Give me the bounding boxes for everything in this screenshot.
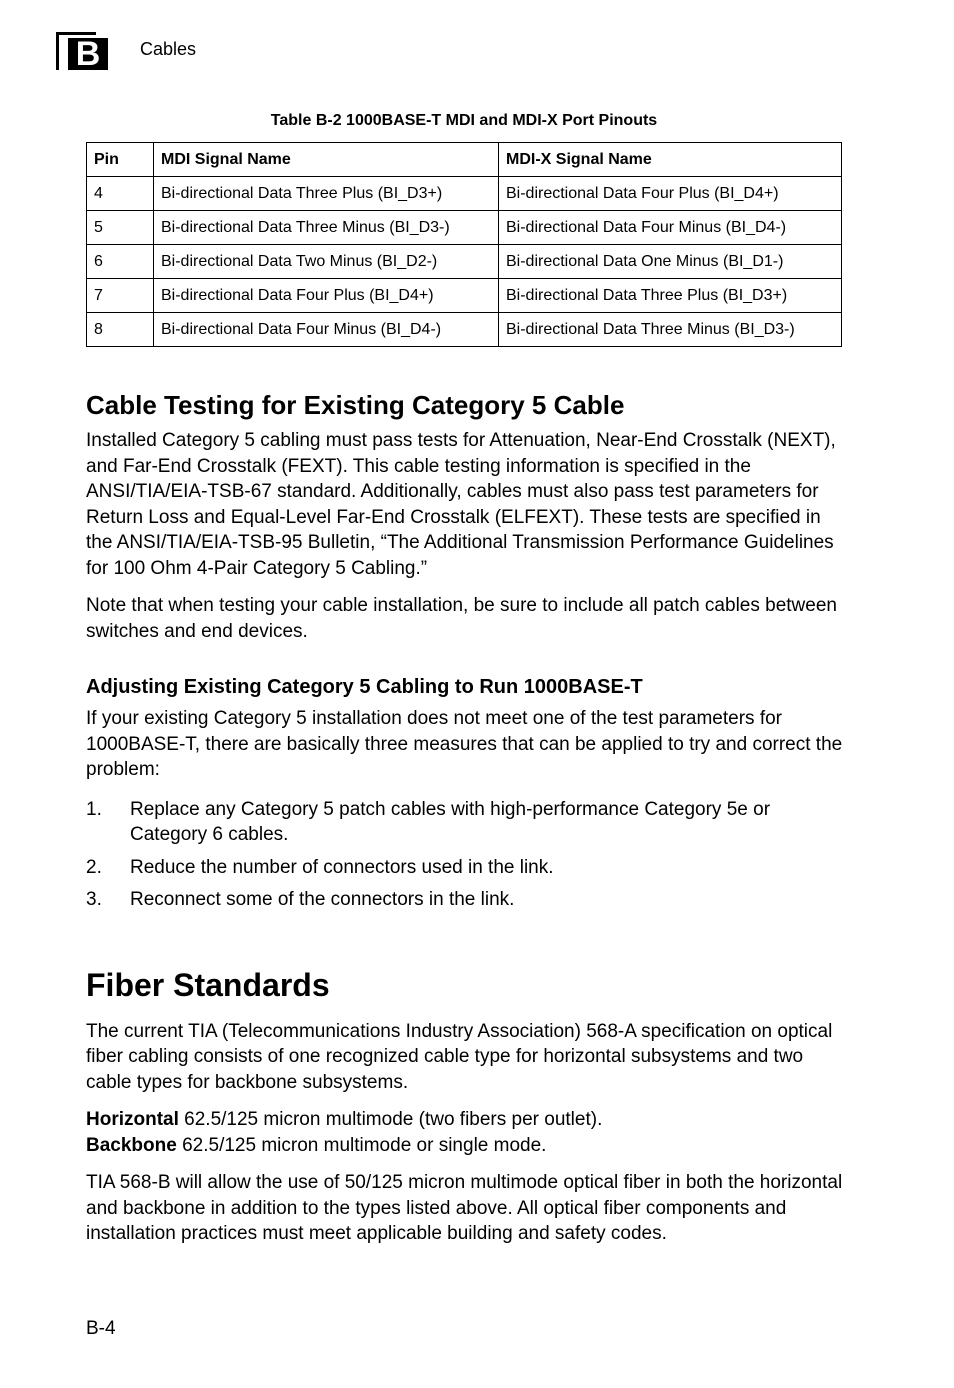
fiber-definitions	[86, 1107, 846, 1158]
list-item-number: 1.	[86, 798, 102, 820]
mdi-signal-cell: Bi-directional Data Four Minus (BI_D4-)	[154, 313, 499, 347]
definition-horizontal	[86, 1107, 846, 1133]
pin-cell: 5	[87, 211, 154, 245]
fiber-intro-paragraph: The current TIA (Telecommunications Industry Association) 568-A specification on optical fiber cabling consists of one recognized cable type for horizontal subsystems and two cable types for backbone subsystems.	[86, 1020, 833, 1093]
section-heading-cable-testing: Cable Testing for Existing Category 5 Cable	[86, 390, 625, 420]
list-item-text: Replace any Category 5 patch cables with high-performance Category 5e or Category 6 cables.	[130, 798, 771, 845]
mdix-signal-cell: Bi-directional Data One Minus (BI_D1-)	[499, 245, 842, 279]
mdi-signal-cell: Bi-directional Data Three Minus (BI_D3-)	[154, 211, 499, 245]
table-header-row	[87, 143, 842, 177]
table-caption: Table B-2 1000BASE-T MDI and MDI-X Port Pinouts	[270, 112, 658, 129]
mdix-signal-cell: Bi-directional Data Four Plus (BI_D4+)	[499, 177, 842, 211]
adjustment-steps-list	[86, 797, 846, 913]
table-row	[87, 313, 842, 347]
pin-cell: 6	[87, 245, 154, 279]
mdix-signal-cell: Bi-directional Data Four Minus (BI_D4-)	[499, 211, 842, 245]
pin-cell: 4	[87, 177, 154, 211]
section-heading-fiber-standards: Fiber Standards	[86, 966, 330, 1003]
pinout-table	[86, 142, 842, 347]
column-header-pin: Pin	[87, 143, 154, 177]
definition-backbone	[86, 1133, 846, 1159]
mdi-signal-cell: Bi-directional Data Four Plus (BI_D4+)	[154, 279, 499, 313]
page-header	[56, 32, 356, 72]
definition-term: Horizontal	[86, 1109, 179, 1130]
column-header-mdi: MDI Signal Name	[154, 143, 499, 177]
page-number: B-4	[86, 1318, 116, 1339]
pin-cell: 8	[87, 313, 154, 347]
column-header-mdix: MDI-X Signal Name	[499, 143, 842, 177]
list-item-number: 2.	[86, 856, 102, 878]
main-content	[86, 388, 846, 1259]
appendix-badge: B	[68, 38, 108, 70]
cable-testing-paragraph: Installed Category 5 cabling must pass tests for Attenuation, Near-End Crosstalk (NEXT), and Far-End Crosstalk (FEXT). This cable testing information is specified in the ANSI/TIA/EIA-TSB-67 standard. Additionally, cables must also pass test parameters for Return Loss and Equal-Level Far-End Crosstalk (ELFEXT). These tests are specified in the ANSI/TIA/EIA-TSB-95 Bulletin, “The Additional Transmission Performance Guidelines for 100 Ohm 4-Pair Category 5 Cabling.”	[86, 430, 836, 579]
list-item	[86, 855, 846, 881]
mdi-signal-cell: Bi-directional Data Two Minus (BI_D2-)	[154, 245, 499, 279]
definition-term: Backbone	[86, 1134, 177, 1156]
definition-description: 62.5/125 micron multimode or single mode.	[176, 1134, 547, 1156]
mdix-signal-cell: Bi-directional Data Three Plus (BI_D3+)	[499, 279, 842, 313]
list-item	[86, 887, 846, 913]
adjusting-intro: If your existing Category 5 installation does not meet one of the test parameters for 1000BASE-T, there are basically three measures that can be applied to try and correct the problem:	[86, 708, 843, 780]
fiber-568b-paragraph: TIA 568-B will allow the use of 50/125 micron multimode optical fiber in both the horizontal and backbone in addition to the types listed above. All optical fiber components and installation practices must meet applicable building and safety codes.	[86, 1172, 843, 1244]
mdi-signal-cell: Bi-directional Data Three Plus (BI_D3+)	[154, 177, 499, 211]
definition-description: 62.5/125 micron multimode (two fibers per outlet).	[178, 1109, 603, 1130]
list-item-number: 3.	[86, 889, 102, 910]
table-row	[87, 279, 842, 313]
list-item	[86, 797, 846, 848]
list-item-text: Reduce the number of connectors used in the link.	[130, 856, 554, 878]
table-row	[87, 211, 842, 245]
running-header-title: Cables	[140, 39, 197, 59]
table-row	[87, 177, 842, 211]
list-item-text: Reconnect some of the connectors in the link.	[130, 889, 515, 910]
table-row	[87, 245, 842, 279]
cable-testing-note: Note that when testing your cable installation, be sure to include all patch cables between switches and end devices.	[86, 595, 837, 642]
pin-cell: 7	[87, 279, 154, 313]
mdix-signal-cell: Bi-directional Data Three Minus (BI_D3-)	[499, 313, 842, 347]
subsection-heading-adjusting: Adjusting Existing Category 5 Cabling to Run 1000BASE-T	[86, 676, 643, 698]
